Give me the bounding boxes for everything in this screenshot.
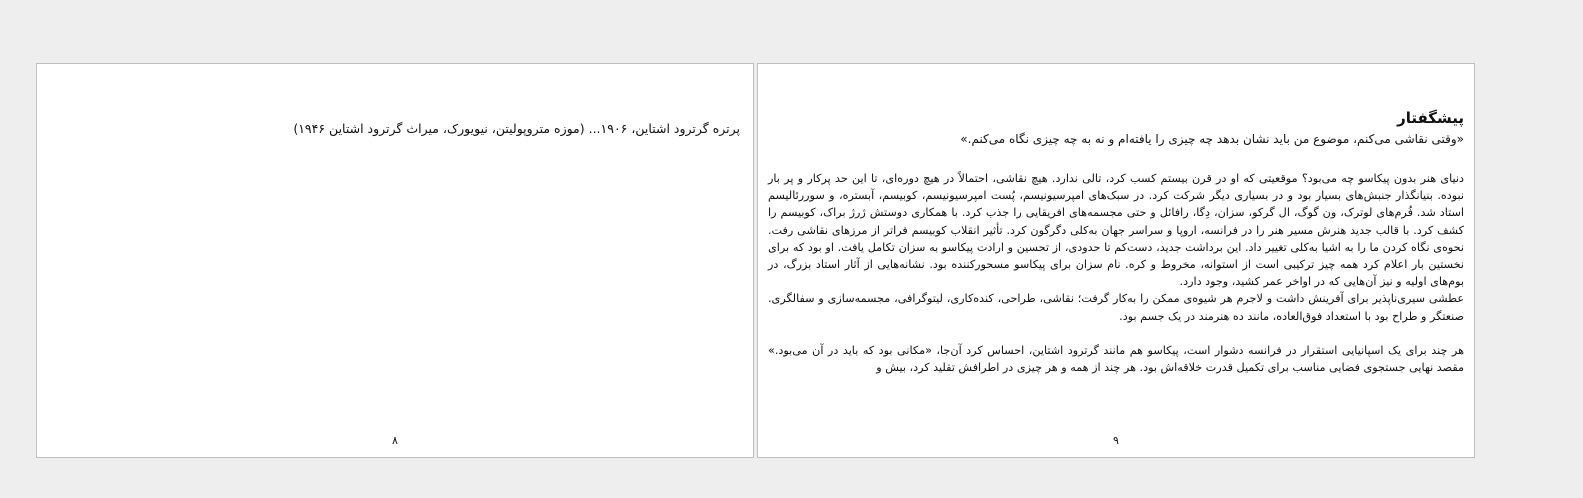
paragraph: عطشی سیری‌ناپذیر برای آفرینش داشت و لاجرم هر شیوه‌ی ممکن را به‌کار گرفت؛ نقاشی، طراحی، کنده‌کاری، لیتوگرافی، مجسمه‌سازی و سفالگری. صنعتگر و طراح بود با استعداد فوق‌العاده، مانند ده هنرمند در یک جسم بود.	[768, 292, 1464, 323]
image-caption: پرتره گرترود اشتاین، ۱۹۰۶... (موزه متروپولیتن، نیویورک، میراث گرترود اشتاین ۱۹۴۶)	[293, 121, 740, 136]
paragraph: هر چند برای یک اسپانیایی استقرار در فرانسه دشوار است، پیکاسو هم مانند گرترود اشتاین، احساس کرد آن‌جا، «مکانی بود که باید در آن می‌بود.» مقصد نهایی جستجوی فضایی مناسب برای تکمیل قدرت خلاقه‌اش بود. هر چند از همه و هر چیزی در اطرافش تقلید کرد، بیش و	[768, 343, 1464, 375]
body-text	[768, 170, 1464, 376]
page-number: ۸	[392, 434, 398, 447]
right-page	[757, 63, 1475, 458]
paragraph: دنیای هنر بدون پیکاسو چه می‌بود؟ موقعیتی که او در قرن بیستم کسب کرد، تالی ندارد. هیچ نقاشی، احتمالاً در هیچ دوره‌ای، تا این حد پرکار و پر بار نبوده. بنیانگذار جنبش‌های بسیار بود و در بسیاری دیگر شرکت کرد. در سبک‌های امپرسیونیسم، پُست امپرسیونیسم، کوبیسم، آبستره، و سوررئالیسم استاد شد. فُرم‌های لوترک، ون گوگ، ال گرکو، سزان، دِگا، رافائل و حتی مجسمه‌های افریقایی را جذب کرد. با همکاری دوستش ژرژ براک، کوبیسم را کشف کرد. با قالب جدید هنرش مسیر هنر را در فرانسه، اروپا و سراسر جهان به‌کلی دگرگون کرد. تأثیر انقلاب کوبیسم فراتر از مرزهای نقاشی رفت. نحوه‌ی نگاه کردن ما را به اشیا به‌کلی تغییر داد. این برداشت جدید، دست‌کم تا حدودی، از تحسین و ارادت پیکاسو به سزان تکامل یافت. او بود که برای نخستین بار اعلام کرد همه چیز ترکیبی است از استوانه، مخروط و کره. نام سزان برای پیکاسو مسحورکننده بود. نشانه‌هایی از آثار استاد بزرگ، در بوم‌های اولیه و نیز آن‌هایی که در اواخر عمر کشید، وجود دارد.	[768, 172, 1464, 289]
left-page	[36, 63, 754, 458]
epigraph-quote: «وقتی نقاشی می‌کنم، موضوع من باید نشان بدهد چه چیزی را یافته‌ام و نه به چه چیزی نگاه می‌کنم.»	[960, 132, 1464, 146]
page-number: ۹	[1113, 434, 1119, 447]
section-heading: پیشگفتار	[1397, 109, 1464, 127]
